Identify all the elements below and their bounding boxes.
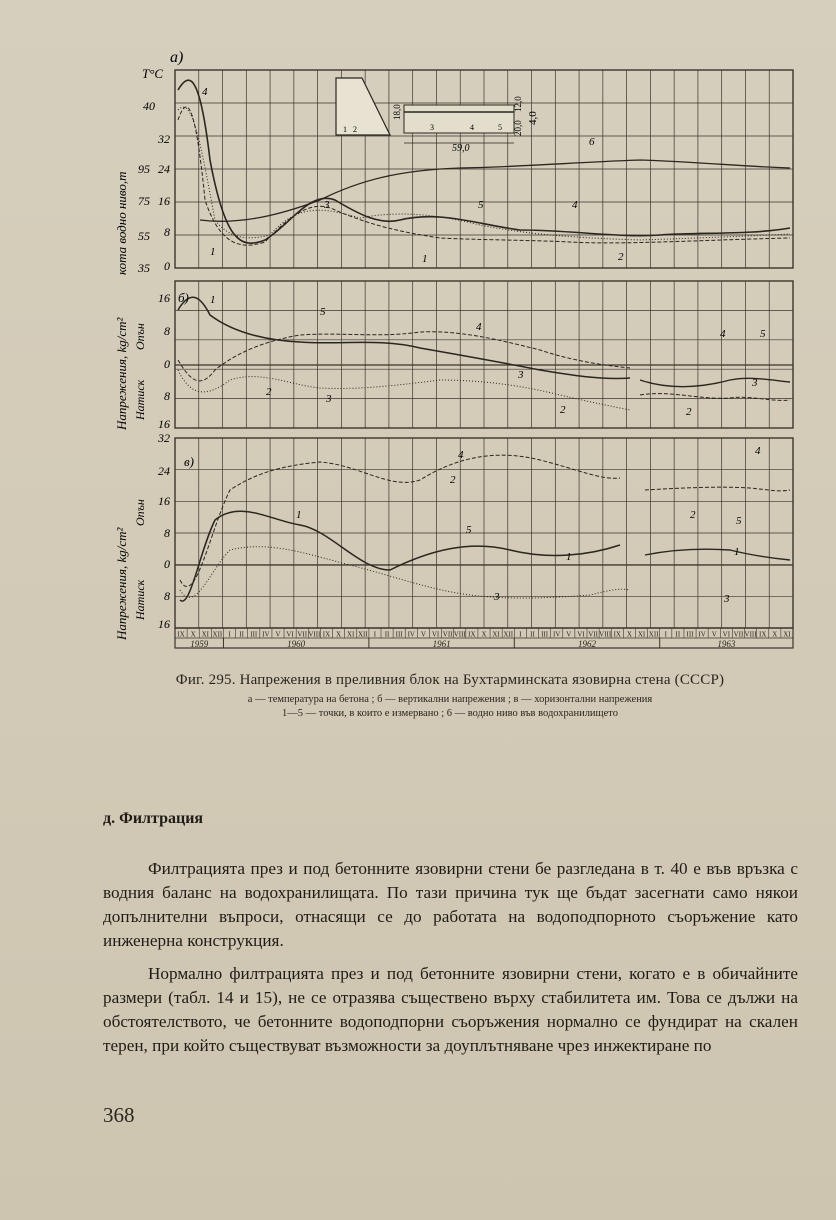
- vertical-stress-curve-5: [640, 394, 790, 401]
- month-label: VII: [442, 630, 453, 639]
- year-axis: [175, 638, 736, 649]
- year-label: 1962: [578, 639, 596, 649]
- year-label: 1960: [287, 639, 306, 649]
- b-tick: 0: [164, 357, 170, 371]
- c-tick: 24: [158, 464, 170, 478]
- month-label: VI: [286, 630, 294, 639]
- month-label: X: [481, 630, 487, 639]
- curve-label: 2: [560, 404, 566, 416]
- c-axis-compression: Натиск: [133, 579, 147, 620]
- month-label: IX: [177, 630, 185, 639]
- month-label: X: [336, 630, 342, 639]
- curve-label: 1: [210, 246, 216, 258]
- curve-label: 2: [450, 474, 456, 486]
- b-axis-compression: Натиск: [133, 379, 147, 420]
- c-tick: 32: [158, 431, 170, 445]
- month-label: I: [519, 630, 522, 639]
- curve-label: 3: [494, 591, 500, 603]
- caption-legend-2: 1—5 — точки, в които е измервано ; 6 — водно ниво във водохранилището: [282, 708, 618, 719]
- month-label: XI: [637, 630, 646, 639]
- curve-label: 1: [296, 509, 302, 521]
- month-label: XI: [347, 630, 355, 639]
- month-label: XI: [783, 630, 791, 639]
- inset-point: 5: [498, 123, 502, 132]
- month-label: II: [384, 630, 390, 639]
- month-label: V: [420, 630, 426, 639]
- year-label: 1959: [190, 639, 209, 649]
- inset-dim: 18,0: [392, 104, 402, 120]
- temp-tick: 40: [143, 99, 155, 113]
- month-label: XII: [503, 630, 514, 639]
- curve-label: 5: [320, 306, 326, 318]
- c-axis-title: Напрежения, kg/cm²: [114, 527, 129, 640]
- month-label: VII: [297, 630, 308, 639]
- curve-label: 5: [466, 524, 472, 536]
- month-label: III: [250, 630, 258, 639]
- level-tick: 95: [138, 162, 150, 176]
- curve-label: 5: [736, 515, 742, 527]
- curve-label: 5: [478, 199, 484, 211]
- level-tick: 75: [138, 194, 150, 208]
- month-label: VI: [431, 630, 440, 639]
- c-tick: 16: [158, 494, 170, 508]
- curve-label: 1: [566, 551, 572, 563]
- level-tick: 55: [138, 229, 150, 243]
- panel-b-letter: б): [178, 290, 189, 305]
- horizontal-stress-curve-5: [645, 487, 790, 491]
- page-number: 368: [103, 1103, 135, 1127]
- month-label: XII: [212, 630, 223, 639]
- panel-c-letter: в): [184, 454, 194, 469]
- section-heading: д. Филтрация: [103, 810, 204, 827]
- year-label: 1963: [717, 639, 736, 649]
- c-tick: 8: [164, 526, 170, 540]
- curve-label: 4: [755, 445, 761, 457]
- temp-tick: 16: [158, 194, 170, 208]
- curve-label: 4: [458, 449, 464, 461]
- month-label: VIII: [308, 630, 321, 639]
- curve-label: 2: [690, 509, 696, 521]
- year-label: 1961: [432, 639, 451, 649]
- curve-label: 4: [720, 328, 726, 340]
- month-label: I: [664, 630, 667, 639]
- c-tick: 16: [158, 617, 170, 631]
- month-axis: [175, 628, 793, 648]
- month-label: V: [275, 630, 281, 639]
- curve-label: 2: [618, 251, 624, 263]
- month-label: VI: [577, 630, 585, 639]
- curve-label: 3: [518, 369, 524, 381]
- month-label: VIII: [744, 630, 757, 639]
- inset-point: 1: [343, 125, 347, 134]
- horizontal-stress-curve-4: [645, 549, 790, 560]
- inset-point: 3: [430, 123, 434, 132]
- b-tick: 16: [158, 291, 170, 305]
- c-tick: 8: [164, 589, 170, 603]
- curve-label: 1: [210, 294, 216, 306]
- month-label: IX: [322, 630, 331, 639]
- inset-dim: 59,0: [452, 143, 470, 154]
- c-tick: 0: [164, 557, 170, 571]
- grid-lines: [175, 70, 793, 628]
- figure-295: [100, 50, 800, 660]
- month-label: XII: [648, 630, 659, 639]
- month-label: II: [239, 630, 244, 639]
- panel-a-letter: a): [170, 50, 184, 66]
- b-tick: 16: [158, 417, 170, 431]
- curve-label: 2: [266, 386, 272, 398]
- curve-label: 3: [724, 593, 730, 605]
- month-label: I: [373, 630, 377, 639]
- inset-dim: 20,0: [513, 120, 523, 136]
- month-label: IX: [468, 630, 476, 639]
- curve-label: 3: [326, 393, 332, 405]
- curve-label: 3: [752, 377, 758, 389]
- level-tick: 35: [138, 261, 150, 275]
- month-label: IX: [759, 630, 767, 639]
- curve-label: 1: [734, 546, 740, 558]
- month-label: X: [190, 630, 196, 639]
- curve-label: 5: [760, 328, 766, 340]
- level-axis-title: кота водно ниво,m: [114, 171, 129, 275]
- temp-tick: 0: [164, 259, 170, 273]
- inset-point: 2: [353, 125, 357, 134]
- month-label: XII: [357, 630, 368, 639]
- month-label: III: [395, 630, 403, 639]
- month-label: III: [686, 630, 694, 639]
- inset-point: 4: [470, 123, 474, 132]
- month-label: I: [228, 630, 231, 639]
- month-label: V: [566, 630, 572, 639]
- curve-label: 1: [422, 253, 428, 265]
- curve-label: 4: [476, 321, 482, 333]
- temp-tick: 32: [158, 132, 170, 146]
- figure-caption: [100, 672, 800, 721]
- month-label: X: [772, 630, 778, 639]
- curve-label: 6: [589, 136, 595, 148]
- temp-tick: 24: [158, 162, 170, 176]
- curve-label: 4: [202, 86, 208, 98]
- month-label: VIII: [453, 630, 466, 639]
- b-axis-title: Напрежения, kg/cm²: [114, 317, 129, 430]
- vertical-stress-curve-4: [640, 378, 790, 386]
- horizontal-stress-curve-3: [180, 547, 630, 598]
- curve-label: 2: [686, 406, 692, 418]
- curve-label: 4: [572, 199, 578, 211]
- caption-legend-1: а — температура на бетона ; б — вертикални напрежения ; в — хоризонтални напрежения: [247, 694, 653, 705]
- month-label: VI: [722, 630, 731, 639]
- inset-dim: 4,0: [527, 111, 539, 125]
- month-label: X: [626, 630, 632, 639]
- month-label: II: [675, 630, 681, 639]
- month-label: IV: [407, 630, 415, 639]
- month-label: VII: [588, 630, 598, 639]
- month-label: IV: [698, 630, 706, 639]
- month-label: V: [711, 630, 717, 639]
- month-label: IX: [613, 630, 621, 639]
- paragraph: Нормално филтрацията през и под бетонните язовирни стени, когато е в обичайните размери (табл. 14 и 15), не се отразява съществено върху стабилитета им. Това се дължи на обстоятелството, че бетонните водоподпорни съоръжения нормално се фундират на скален терен, при който съществуват възможности за доуплътняване чрез инжектиране по: [103, 964, 798, 1055]
- temp-tick: 8: [164, 225, 170, 239]
- inset-dim: 12,0: [513, 96, 523, 112]
- month-label: XI: [201, 630, 209, 639]
- curve-label: 3: [324, 199, 330, 211]
- c-axis-tension: Опън: [133, 499, 147, 526]
- b-tick: 8: [164, 389, 170, 403]
- month-label: II: [530, 630, 535, 639]
- month-label: VIII: [599, 630, 612, 639]
- caption-title: Фиг. 295. Напрежения в преливния блок на Бухтарминската язовирна стена (СССР): [175, 672, 725, 688]
- month-label: XI: [492, 630, 500, 639]
- month-label: VII: [733, 630, 744, 639]
- temp-unit-label: T°C: [142, 66, 164, 81]
- month-label: IV: [262, 630, 270, 639]
- b-tick: 8: [164, 324, 170, 338]
- month-label: IV: [553, 630, 561, 639]
- dam-section-inset: [336, 78, 539, 154]
- vertical-stress-curve-1: [178, 297, 630, 378]
- month-label: III: [541, 630, 549, 639]
- paragraph: Филтрацията през и под бетонните язовирни стени бе разгледана в т. 40 е във връзка с водния баланс на водохранилищата. По тази причина тук ще бъдат засегнати само някои допълнителни въпроси, отнасящи се до работата на водоподпорното съоръжение като инженерна конструкция.: [103, 859, 798, 950]
- b-axis-tension: Опън: [133, 323, 147, 350]
